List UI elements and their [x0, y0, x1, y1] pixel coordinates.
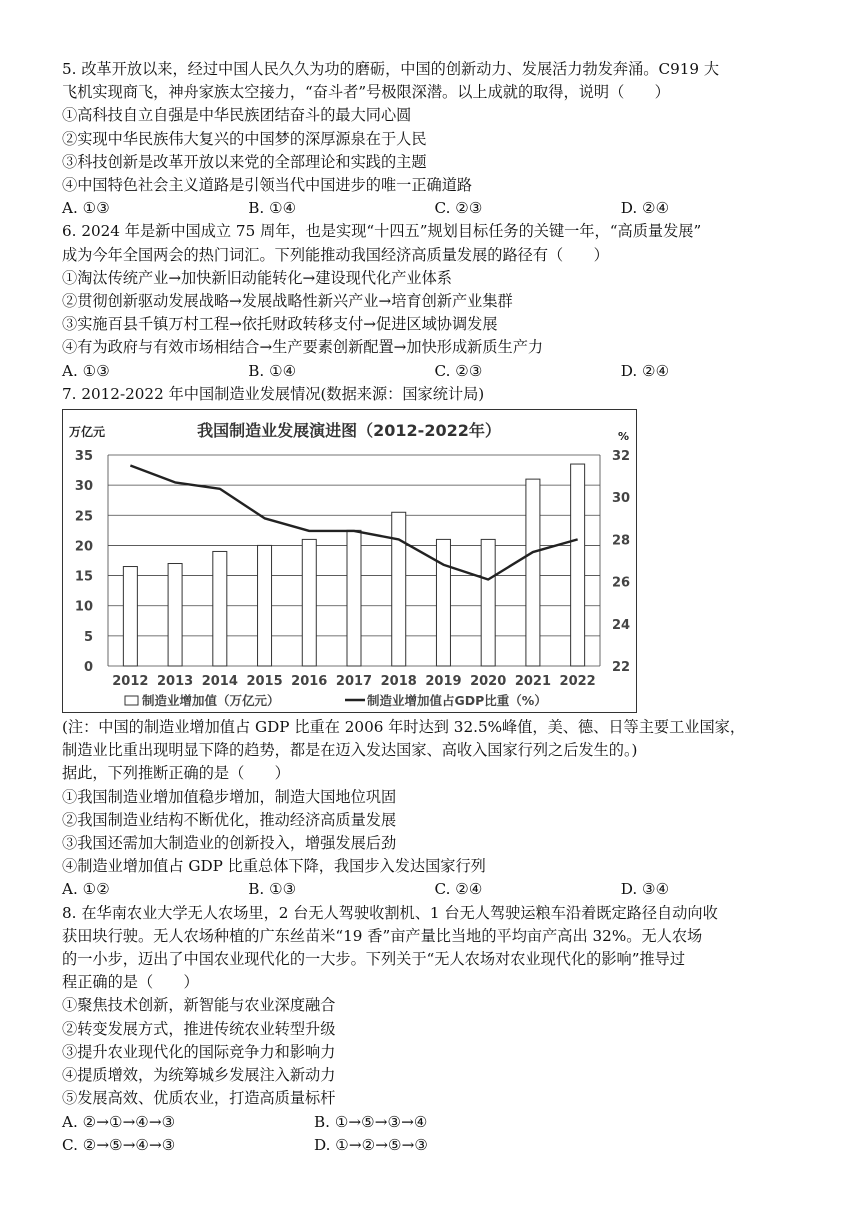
question-6-option-c[interactable]: C. ②③ [434, 361, 483, 380]
question-6-item-3: ③实施百县千镇万村工程→依托财政转移支付→促进区域协调发展 [62, 315, 498, 334]
question-6-stem-line-1: 6. 2024 年是新中国成立 75 周年，也是实现“十四五”规划目标任务的关键一年，“高质量发展” [62, 222, 702, 241]
question-8-stem-line-1: 8. 在华南农业大学无人农场里，2 台无人驾驶收割机、1 台无人驾驶运粮车沿着既定路径自动向收 [62, 903, 718, 922]
question-7-item-1: ①我国制造业增加值稳步增加，制造大国地位巩固 [62, 787, 397, 806]
question-6-item-2: ②贯彻创新驱动发展战略→发展战略性新兴产业→培育创新产业集群 [62, 292, 513, 311]
question-6-item-1: ①淘汰传统产业→加快新旧动能转化→建设现代化产业体系 [62, 268, 452, 287]
chart-title: 我国制造业发展演进图（2012-2022年） [197, 421, 501, 441]
question-7-option-c[interactable]: C. ②④ [434, 880, 483, 899]
right-tick-label: 28 [611, 533, 631, 549]
question-7-note-line-1: (注：中国的制造业增加值占 GDP 比重在 2006 年时达到 32.5%峰值，美、德、日等主要工业国家， [62, 718, 746, 737]
left-tick-label: 20 [74, 539, 93, 555]
chart-right-axis-unit: % [618, 430, 630, 444]
left-tick-label: 0 [83, 660, 93, 676]
bar-2019 [436, 539, 450, 666]
x-tick-label: 2012 [112, 674, 149, 690]
question-7-options [62, 878, 807, 901]
question-8-option-c[interactable]: C. ②→⑤→④→③ [62, 1135, 176, 1154]
question-5-options [62, 197, 807, 220]
legend-line-label: 制造业增加值占GDP比重（%） [367, 693, 547, 709]
chart-left-axis-unit: 万亿元 [69, 425, 106, 440]
bar-2015 [258, 545, 272, 666]
bar-2013 [168, 564, 182, 666]
question-8-stem-line-4: 程正确的是（ ） [62, 973, 199, 992]
bar-2022 [571, 464, 585, 666]
question-5-option-c[interactable]: C. ②③ [434, 199, 483, 218]
manufacturing-chart-svg [63, 410, 636, 712]
question-6-item-4: ④有为政府与有效市场相结合→生产要素创新配置→加快形成新质生产力 [62, 338, 544, 357]
right-tick-label: 26 [611, 575, 631, 591]
x-tick-label: 2013 [156, 674, 194, 690]
question-8 [62, 902, 807, 1157]
question-5-stem-line-2: 飞机实现商飞，神舟家族太空接力，“奋斗者”号极限深潜。以上成就的取得，说明（ ） [62, 83, 670, 102]
bar-2017 [347, 530, 361, 666]
question-7 [62, 383, 807, 902]
question-8-stem-line-2: 获田块行驶。无人农场种植的广东丝苗米“19 香”亩产量比当地的平均亩产高出 32%。无人农场 [62, 926, 703, 945]
question-6-option-a[interactable]: A. ①③ [62, 361, 110, 380]
question-6-option-b[interactable]: B. ①④ [248, 361, 297, 380]
question-7-option-b[interactable]: B. ①③ [248, 880, 297, 899]
question-7-note-line-2: 制造业比重出现明显下降的趋势，都是在迈入发达国家、高收入国家行列之后发生的。) [62, 741, 638, 760]
x-tick-label: 2022 [559, 674, 596, 690]
question-5-stem-line-1: 5. 改革开放以来，经过中国人民久久为功的磨砺，中国的创新动力、发展活力勃发奔涌。C919 大 [62, 60, 720, 78]
x-tick-label: 2019 [425, 674, 462, 690]
right-tick-label: 24 [611, 617, 631, 633]
right-tick-label: 30 [611, 491, 631, 507]
question-5 [62, 58, 807, 220]
question-8-options-row-1 [62, 1111, 807, 1134]
question-7-option-a[interactable]: A. ①② [62, 880, 110, 899]
question-8-item-5: ⑤发展高效、优质农业，打造高质量标杆 [62, 1089, 336, 1108]
question-8-options-row-2 [62, 1134, 807, 1157]
question-8-option-a[interactable]: A. ②→①→④→③ [62, 1112, 176, 1131]
bar-2021 [526, 479, 540, 666]
question-8-option-b[interactable]: B. ①→⑤→③→④ [314, 1112, 428, 1131]
bar-2020 [481, 539, 495, 666]
chart-legend [125, 693, 547, 708]
question-5-option-b[interactable]: B. ①④ [248, 199, 297, 218]
question-6-options [62, 360, 807, 383]
question-6-stem-line-2: 成为今年全国两会的热门词汇。下列能推动我国经济高质量发展的路径有（ ） [62, 245, 609, 264]
question-5-item-3: ③科技创新是改革开放以来党的全部理论和实践的主题 [62, 152, 427, 171]
question-7-option-d[interactable]: D. ③④ [620, 880, 670, 899]
question-8-item-4: ④提质增效，为统筹城乡发展注入新动力 [62, 1066, 336, 1085]
question-7-item-4: ④制造业增加值占 GDP 比重总体下降，我国步入发达国家行列 [62, 857, 486, 876]
question-8-item-3: ③提升农业现代化的国际竞争力和影响力 [62, 1042, 336, 1061]
bar-2012 [123, 567, 137, 666]
question-6-option-d[interactable]: D. ②④ [620, 361, 670, 380]
question-6 [62, 220, 807, 382]
question-5-option-a[interactable]: A. ①③ [62, 199, 110, 218]
manufacturing-chart [62, 409, 637, 713]
question-7-item-2: ②我国制造业结构不断优化，推动经济高质量发展 [62, 810, 397, 829]
x-tick-label: 2014 [201, 674, 238, 690]
x-tick-label: 2020 [470, 674, 507, 690]
question-7-item-3: ③我国还需加大制造业的创新投入，增强发展后劲 [62, 834, 397, 853]
question-8-item-2: ②转变发展方式，推进传统农业转型升级 [62, 1019, 336, 1038]
question-5-option-d[interactable]: D. ②④ [620, 199, 670, 218]
question-8-option-d[interactable]: D. ①→②→⑤→③ [314, 1135, 428, 1154]
bar-2016 [302, 539, 316, 666]
bar-2018 [392, 512, 406, 666]
left-tick-label: 5 [83, 629, 93, 645]
left-tick-label: 35 [74, 449, 93, 465]
x-tick-label: 2018 [380, 674, 417, 690]
right-tick-label: 32 [611, 449, 631, 465]
question-5-item-2: ②实现中华民族伟大复兴的中国梦的深厚源泉在于人民 [62, 129, 427, 148]
question-8-item-1: ①聚焦技术创新，新智能与农业深度融合 [62, 996, 336, 1015]
legend-bar-swatch [125, 696, 138, 705]
left-tick-label: 30 [74, 479, 93, 495]
bar-2014 [213, 552, 227, 667]
x-tick-label: 2021 [514, 674, 552, 690]
question-7-lead: 据此，下列推断正确的是（ ） [62, 764, 290, 783]
right-tick-label: 22 [611, 660, 631, 676]
left-tick-label: 10 [74, 599, 93, 615]
question-5-item-4: ④中国特色社会主义道路是引领当代中国进步的唯一正确道路 [62, 176, 473, 195]
x-tick-label: 2017 [335, 674, 373, 690]
question-7-stem: 7. 2012-2022 年中国制造业发展情况(数据来源：国家统计局) [62, 384, 485, 403]
x-tick-label: 2016 [291, 674, 328, 690]
left-tick-label: 25 [74, 509, 93, 525]
question-5-item-1: ①高科技自立自强是中华民族团结奋斗的最大同心圆 [62, 106, 412, 125]
left-tick-label: 15 [74, 569, 93, 585]
exam-page [62, 58, 807, 1157]
question-8-stem-line-3: 的一小步，迈出了中国农业现代化的一大步。下列关于“无人农场对农业现代化的影响”推导过 [62, 950, 686, 969]
x-tick-label: 2015 [246, 674, 283, 690]
legend-bar-label: 制造业增加值（万亿元） [142, 693, 280, 709]
